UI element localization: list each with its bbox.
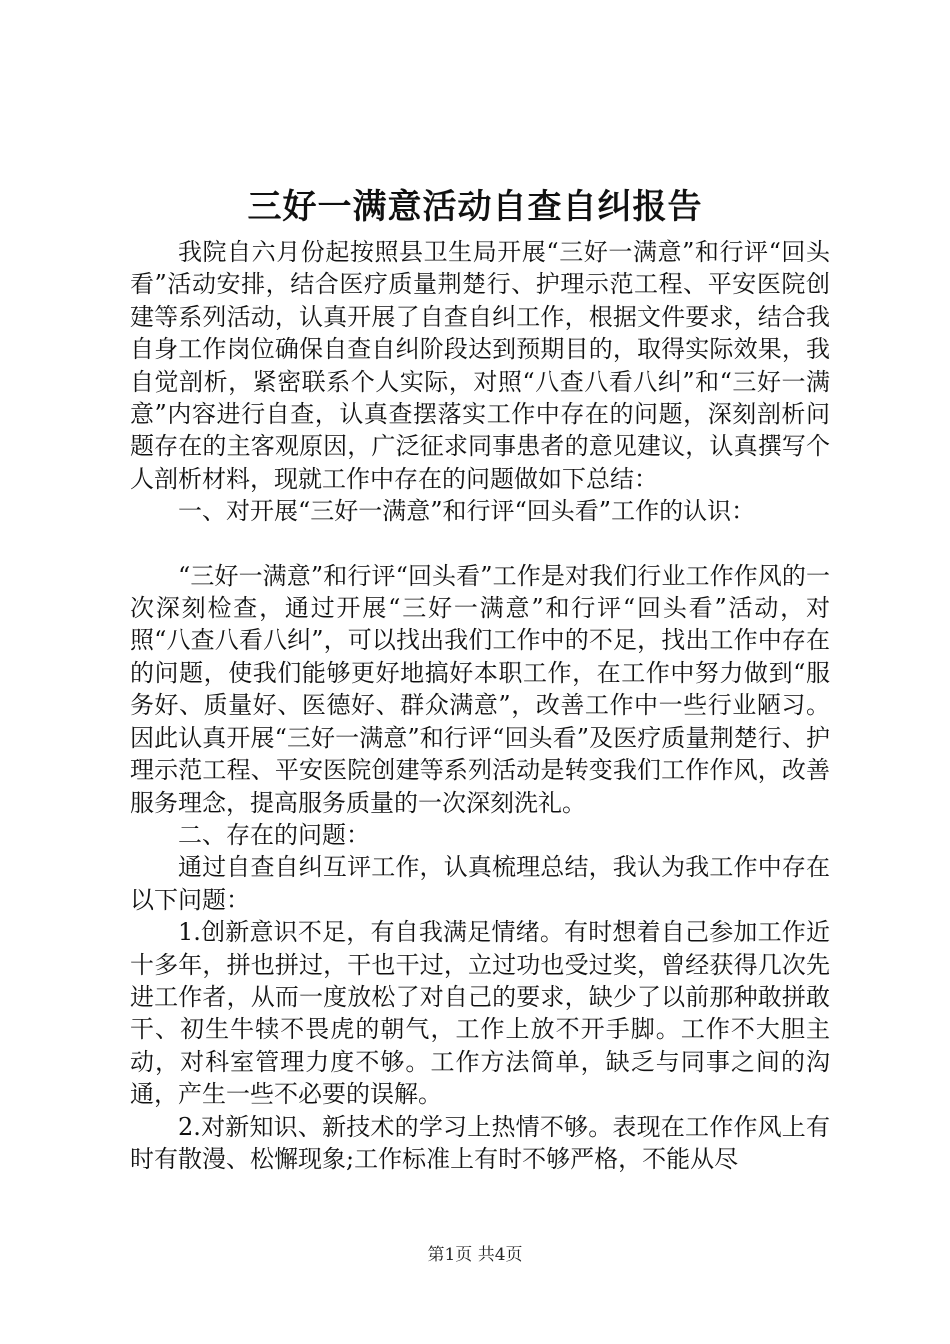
document-body — [130, 236, 830, 1175]
section-heading-understanding: 一、对开展“三好一满意”和行评“回头看”工作的认识： — [178, 497, 756, 526]
page-footer: 第1页 共4页 — [427, 1245, 523, 1265]
paragraph-problem-2: 2.对新知识、新技术的学习上热情不够。表现在工作作风上有时有散漫、松懈现象;工作标准上有时不够严格，不能从尽 — [130, 1112, 830, 1173]
paragraph-problem-1: 1.创新意识不足，有自我满足情绪。有时想着自己参加工作近十多年，拼也拼过，干也干过，立过功也受过奖，曾经获得几次先进工作者，从而一度放松了对自己的要求，缺少了以前那种敢拼敢干、初生牛犊不畏虎的朝气，工作上放不开手脚。工作不大胆主动，对科室管理力度不够。工作方法简单，缺乏与同事之间的沟通，产生一些不必要的误解。 — [130, 918, 830, 1109]
section-heading-problems: 二、存在的问题： — [178, 820, 370, 849]
paragraph-intro: 我院自六月份起按照县卫生局开展“三好一满意”和行评“回头看”活动安排，结合医疗质量荆楚行、护理示范工程、平安医院创建等系列活动，认真开展了自查自纠工作，根据文件要求，结合我自身工作岗位确保自查自纠阶段达到预期目的，取得实际效果，我自觉剖析，紧密联系个人实际，对照“八查八看八纠”和“三好一满意”内容进行自查，认真查摆落实工作中存在的问题，深刻剖析问题存在的主客观原因，广泛征求同事患者的意见建议，认真撰写个人剖析材料，现就工作中存在的问题做如下总结： — [130, 238, 830, 493]
document-title: 三好一满意活动自查自纠报告 — [247, 187, 703, 227]
paragraph-understanding: “三好一满意”和行评“回头看”工作是对我们行业工作作风的一次深刻检查，通过开展“三好一满意”和行评“回头看”活动，对照“八查八看八纠”，可以找出我们工作中的不足，找出工作中存在的问题，使我们能够更好地搞好本职工作，在工作中努力做到“服务好、质量好、医德好、群众满意”，改善工作中一些行业陋习。因此认真开展“三好一满意”和行评“回头看”及医疗质量荆楚行、护理示范工程、平安医院创建等系列活动是转变我们工作作风，改善服务理念，提高服务质量的一次深刻洗礼。 — [130, 561, 830, 817]
paragraph-problems-intro: 通过自查自纠互评工作，认真梳理总结，我认为我工作中存在以下问题： — [130, 853, 830, 914]
